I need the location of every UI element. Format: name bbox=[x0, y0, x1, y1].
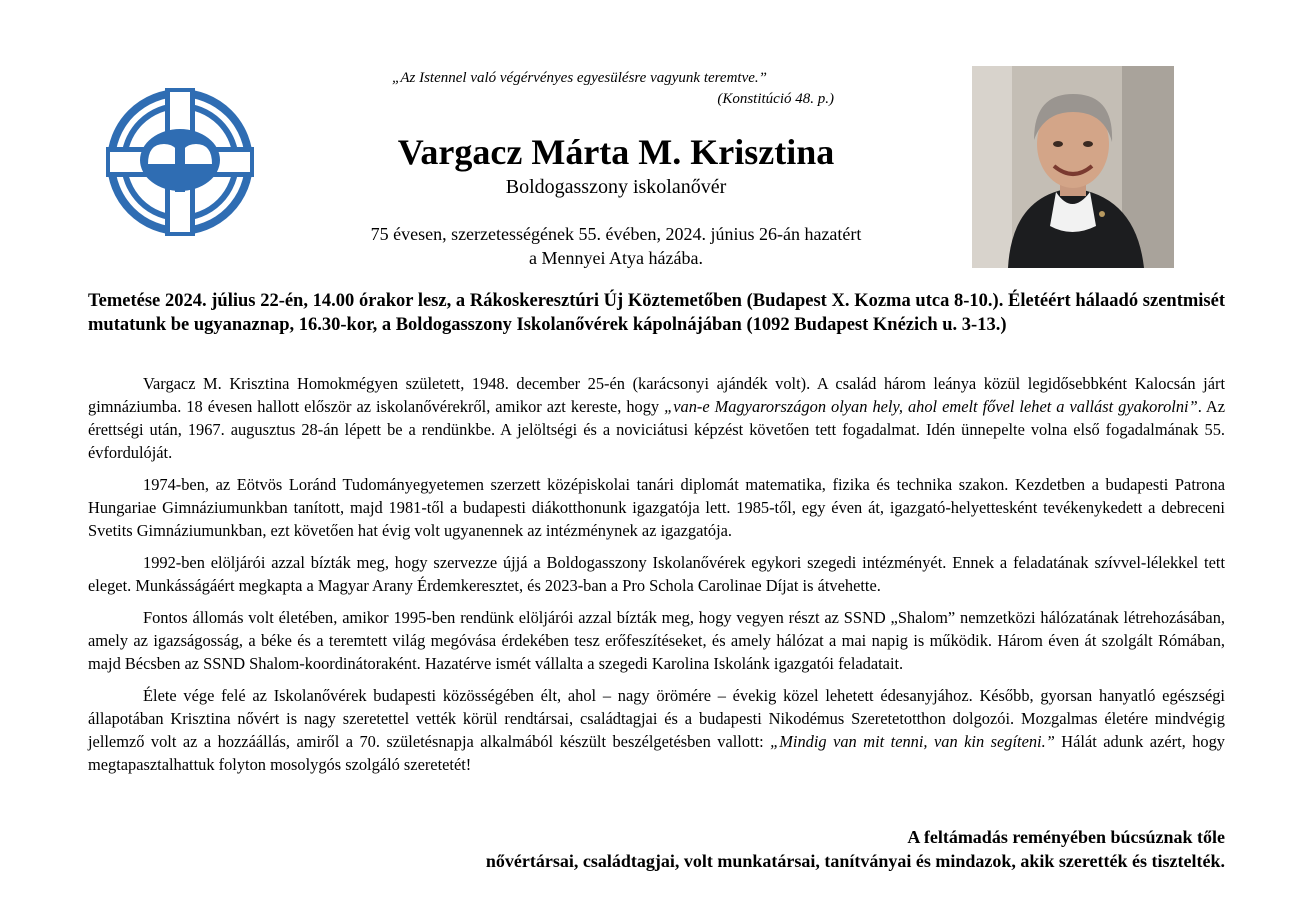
ssnd-cross-logo-icon bbox=[104, 86, 256, 238]
deceased-name: Vargacz Márta M. Krisztina bbox=[397, 132, 835, 172]
closing-line-1: A feltámadás reményében búcsúznak tőle bbox=[907, 827, 1225, 847]
bio-paragraph-2: 1974-ben, az Eötvös Loránd Tudományegyetemen szerzett középiskolai tanári diplomát matematika, fizika és technika szakon. Kezdetben a budapesti Patrona Hungariae Gimnáziumunkban tanított, majd 1981-től a budapesti diákotthonunk igazgatója lett. 1985-től, egy éven át, igazgató-helyettesként tevékenykedett a debreceni Svetits Gimnáziumunkban, ezt követően hat évig volt ugyanennek az intézménynek az igazgatója. bbox=[88, 475, 1225, 540]
portrait-photo bbox=[972, 66, 1174, 268]
closing-line-2: nővértársai, családtagjai, volt munkatársai, tanítványai és mindazok, akik szerették és tisztelték. bbox=[485, 851, 1225, 871]
bio-paragraph-5 bbox=[88, 684, 1225, 776]
religious-order: Boldogasszony iskolanővér bbox=[505, 176, 727, 198]
bio-paragraph-1 bbox=[88, 372, 1225, 464]
bio-text: Élete vége felé az Iskolanővérek budapesti közösségében élt, ahol – nagy örömére – évekig közel lehetett édesanyjához. Később, gyorsan hanyatló egészségi állapotában Krisztina nővért is nagy szeretettel vették körül rendtársai, családtagjai és a budapesti Nikodémus Szeretetotthon dolgozói. Mozgalmas életére mindvégig jellemző volt az a hozzáállás, amiről a 70. születésnapja alkalmából készült beszélgetésben vallott: bbox=[88, 686, 1225, 751]
bio-paragraph-3: 1992-ben elöljárói azzal bízták meg, hogy szervezze újjá a Boldogasszony Iskolanővérek egykori szegedi intézményét. Ennek a feladatának szívvel-lélekkel tett eleget. Munkásságáért megkapta a Magyar Arany Érdemkeresztet, és 2023-ban a Pro Schola Carolinae Díjat is átvehette. bbox=[88, 553, 1225, 595]
bio-text: Hálát adunk azért, hogy megtapasztalhattuk folyton mosolygós szolgáló szeretetét! bbox=[88, 732, 1225, 774]
quote-source: (Konstitúció 48. p.) bbox=[717, 91, 834, 107]
bio-paragraph-4: Fontos állomás volt életében, amikor 1995-ben rendünk elöljárói azzal bízták meg, hogy vegyen részt az SSND „Shalom” nemzetközi hálózatának létrehozásában, amely az igazságosság, a béke és a teremtett világ megóvása érdekében tesz erőfeszítéseket, és amely hálózat a mai napig is működik. Három éven át szolgált Rómában, majd Bécsben az SSND Shalom-koordinátoraként. Hazatérve ismét vállalta a szegedi Karolina Iskolánk igazgatói feladatait. bbox=[88, 608, 1225, 673]
bio-text: Vargacz M. Krisztina Homokmégyen született, 1948. december 25-én (karácsonyi ajándék volt). A család három leánya közül legidősebbként Kalocsán járt gimnáziumba. 18 évesen hallott először az iskolanővérekről, amikor azt kereste, hogy bbox=[88, 374, 1225, 416]
bio-quote: „Mindig van mit tenni, van kin segíteni.” bbox=[770, 732, 1055, 751]
funeral-info: Temetése 2024. július 22-én, 14.00 órakor lesz, a Rákoskeresztúri Új Köztemetőben (Budapest X. Kozma utca 8-10.). Életéért hálaadó szentmisét mutatunk be ugyanaznap, 16.30-kor, a Boldogasszony Iskolanővérek kápolnájában (1092 Budapest Knézich u. 3-13.) bbox=[88, 291, 1225, 335]
death-notice bbox=[300, 222, 932, 270]
biography bbox=[88, 372, 1225, 785]
death-line-1: 75 évesen, szerzetességének 55. évében, 2024. június 26-án hazatért bbox=[370, 224, 862, 244]
death-line-2: a Mennyei Atya házába. bbox=[529, 248, 703, 268]
closing-farewell bbox=[486, 825, 1225, 873]
quote-text: „Az Istennel való végérvényes egyesülésre vagyunk teremtve.” bbox=[392, 70, 767, 86]
epigraph-quote bbox=[392, 68, 862, 110]
bio-text: . Az érettségi után, 1967. augusztus 28-án lépett be a rendünkbe. A jelöltségi és a noviciátusi képzést követően tett fogadalmat. Idén ünnepelte volna első fogadalmának 55. évfordulóját. bbox=[88, 397, 1226, 462]
bio-quote: „van-e Magyarországon olyan hely, ahol emelt fővel lehet a vallást gyakorolni” bbox=[664, 397, 1198, 416]
